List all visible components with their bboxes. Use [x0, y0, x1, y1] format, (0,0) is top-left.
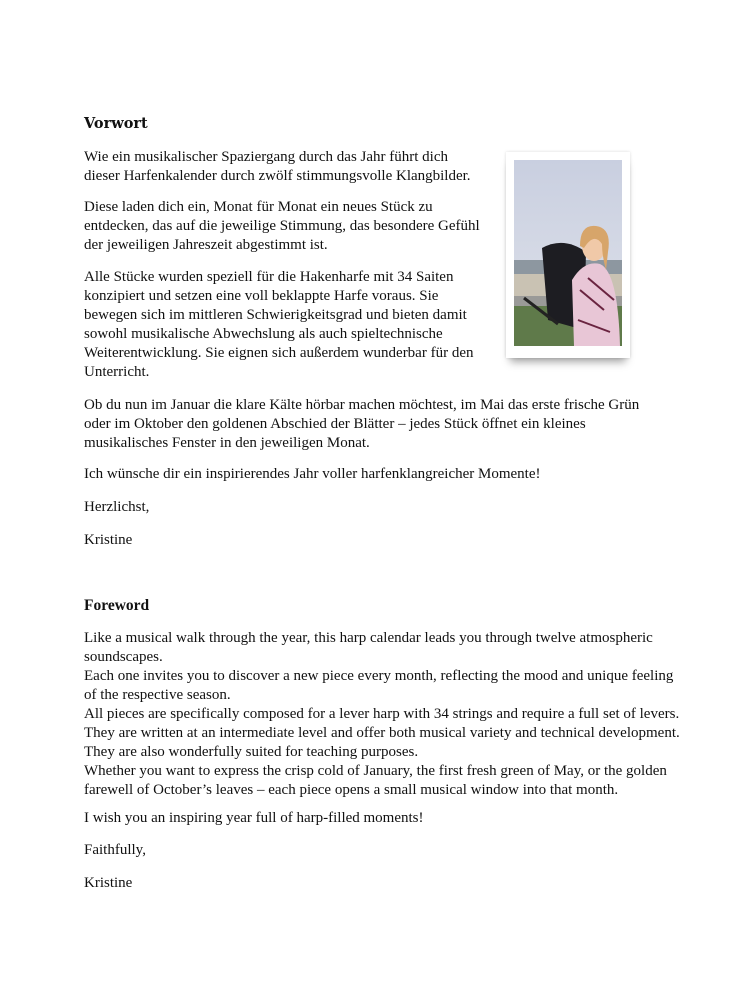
- heading-vorwort: Vorwort: [84, 115, 148, 132]
- paragraph: I wish you an inspiring year full of harp-filled moments!: [84, 810, 424, 826]
- paragraph: Ob du nun im Januar die klare Kälte hörbar machen möchtest, im Mai das erste frische Grün oder im Oktober den goldenen Abschied der Blätter – jedes Stück öffnet ein kleines musikalisches Fenster in den jeweiligen Monat.: [84, 397, 640, 451]
- paragraph: Like a musical walk through the year, this harp calendar leads you through twelve atmospheric soundscapes.: [84, 630, 653, 665]
- signature: Kristine: [84, 875, 133, 891]
- paragraph: Ich wünsche dir ein inspirierendes Jahr voller harfenklangreicher Momente!: [84, 466, 541, 482]
- heading-foreword: Foreword: [84, 597, 150, 614]
- signature: Kristine: [84, 532, 133, 548]
- paragraph: Each one invites you to discover a new piece every month, reflecting the mood and unique feeling of the respective season.: [84, 668, 674, 703]
- closing: Faithfully,: [84, 842, 146, 858]
- foreword-body: [84, 629, 684, 800]
- harpist-photo: [506, 152, 630, 358]
- paragraph: All pieces are specifically composed for a lever harp with 34 strings and require a full set of levers. They are written at an intermediate level and offer both musical variety and technical development. They are also wonderfully suited for teaching purposes.: [84, 706, 680, 760]
- paragraph: Wie ein musikalischer Spaziergang durch das Jahr führt dich dieser Harfenkalender durch zwölf stimmungsvolle Klangbilder.: [84, 149, 471, 184]
- closing: Herzlichst,: [84, 499, 150, 515]
- paragraph: Alle Stücke wurden speziell für die Hakenharfe mit 34 Saiten konzipiert und setzen eine voll beklappte Harfe voraus. Sie bewegen sich im mittleren Schwierigkeitsgrad und bieten damit sowohl musikalische Abwechslung als auch spieltechnische Weiterentwicklung. Sie eignen sich außerdem wunderbar für den Unterricht.: [84, 269, 474, 380]
- paragraph: Diese laden dich ein, Monat für Monat ein neues Stück zu entdecken, das auf die jeweilige Stimmung, das besondere Gefühl der jeweiligen Jahreszeit abgestimmt ist.: [84, 199, 480, 253]
- paragraph: Whether you want to express the crisp cold of January, the first fresh green of May, or the golden farewell of October’s leaves – each piece opens a small musical window into that month.: [84, 763, 667, 798]
